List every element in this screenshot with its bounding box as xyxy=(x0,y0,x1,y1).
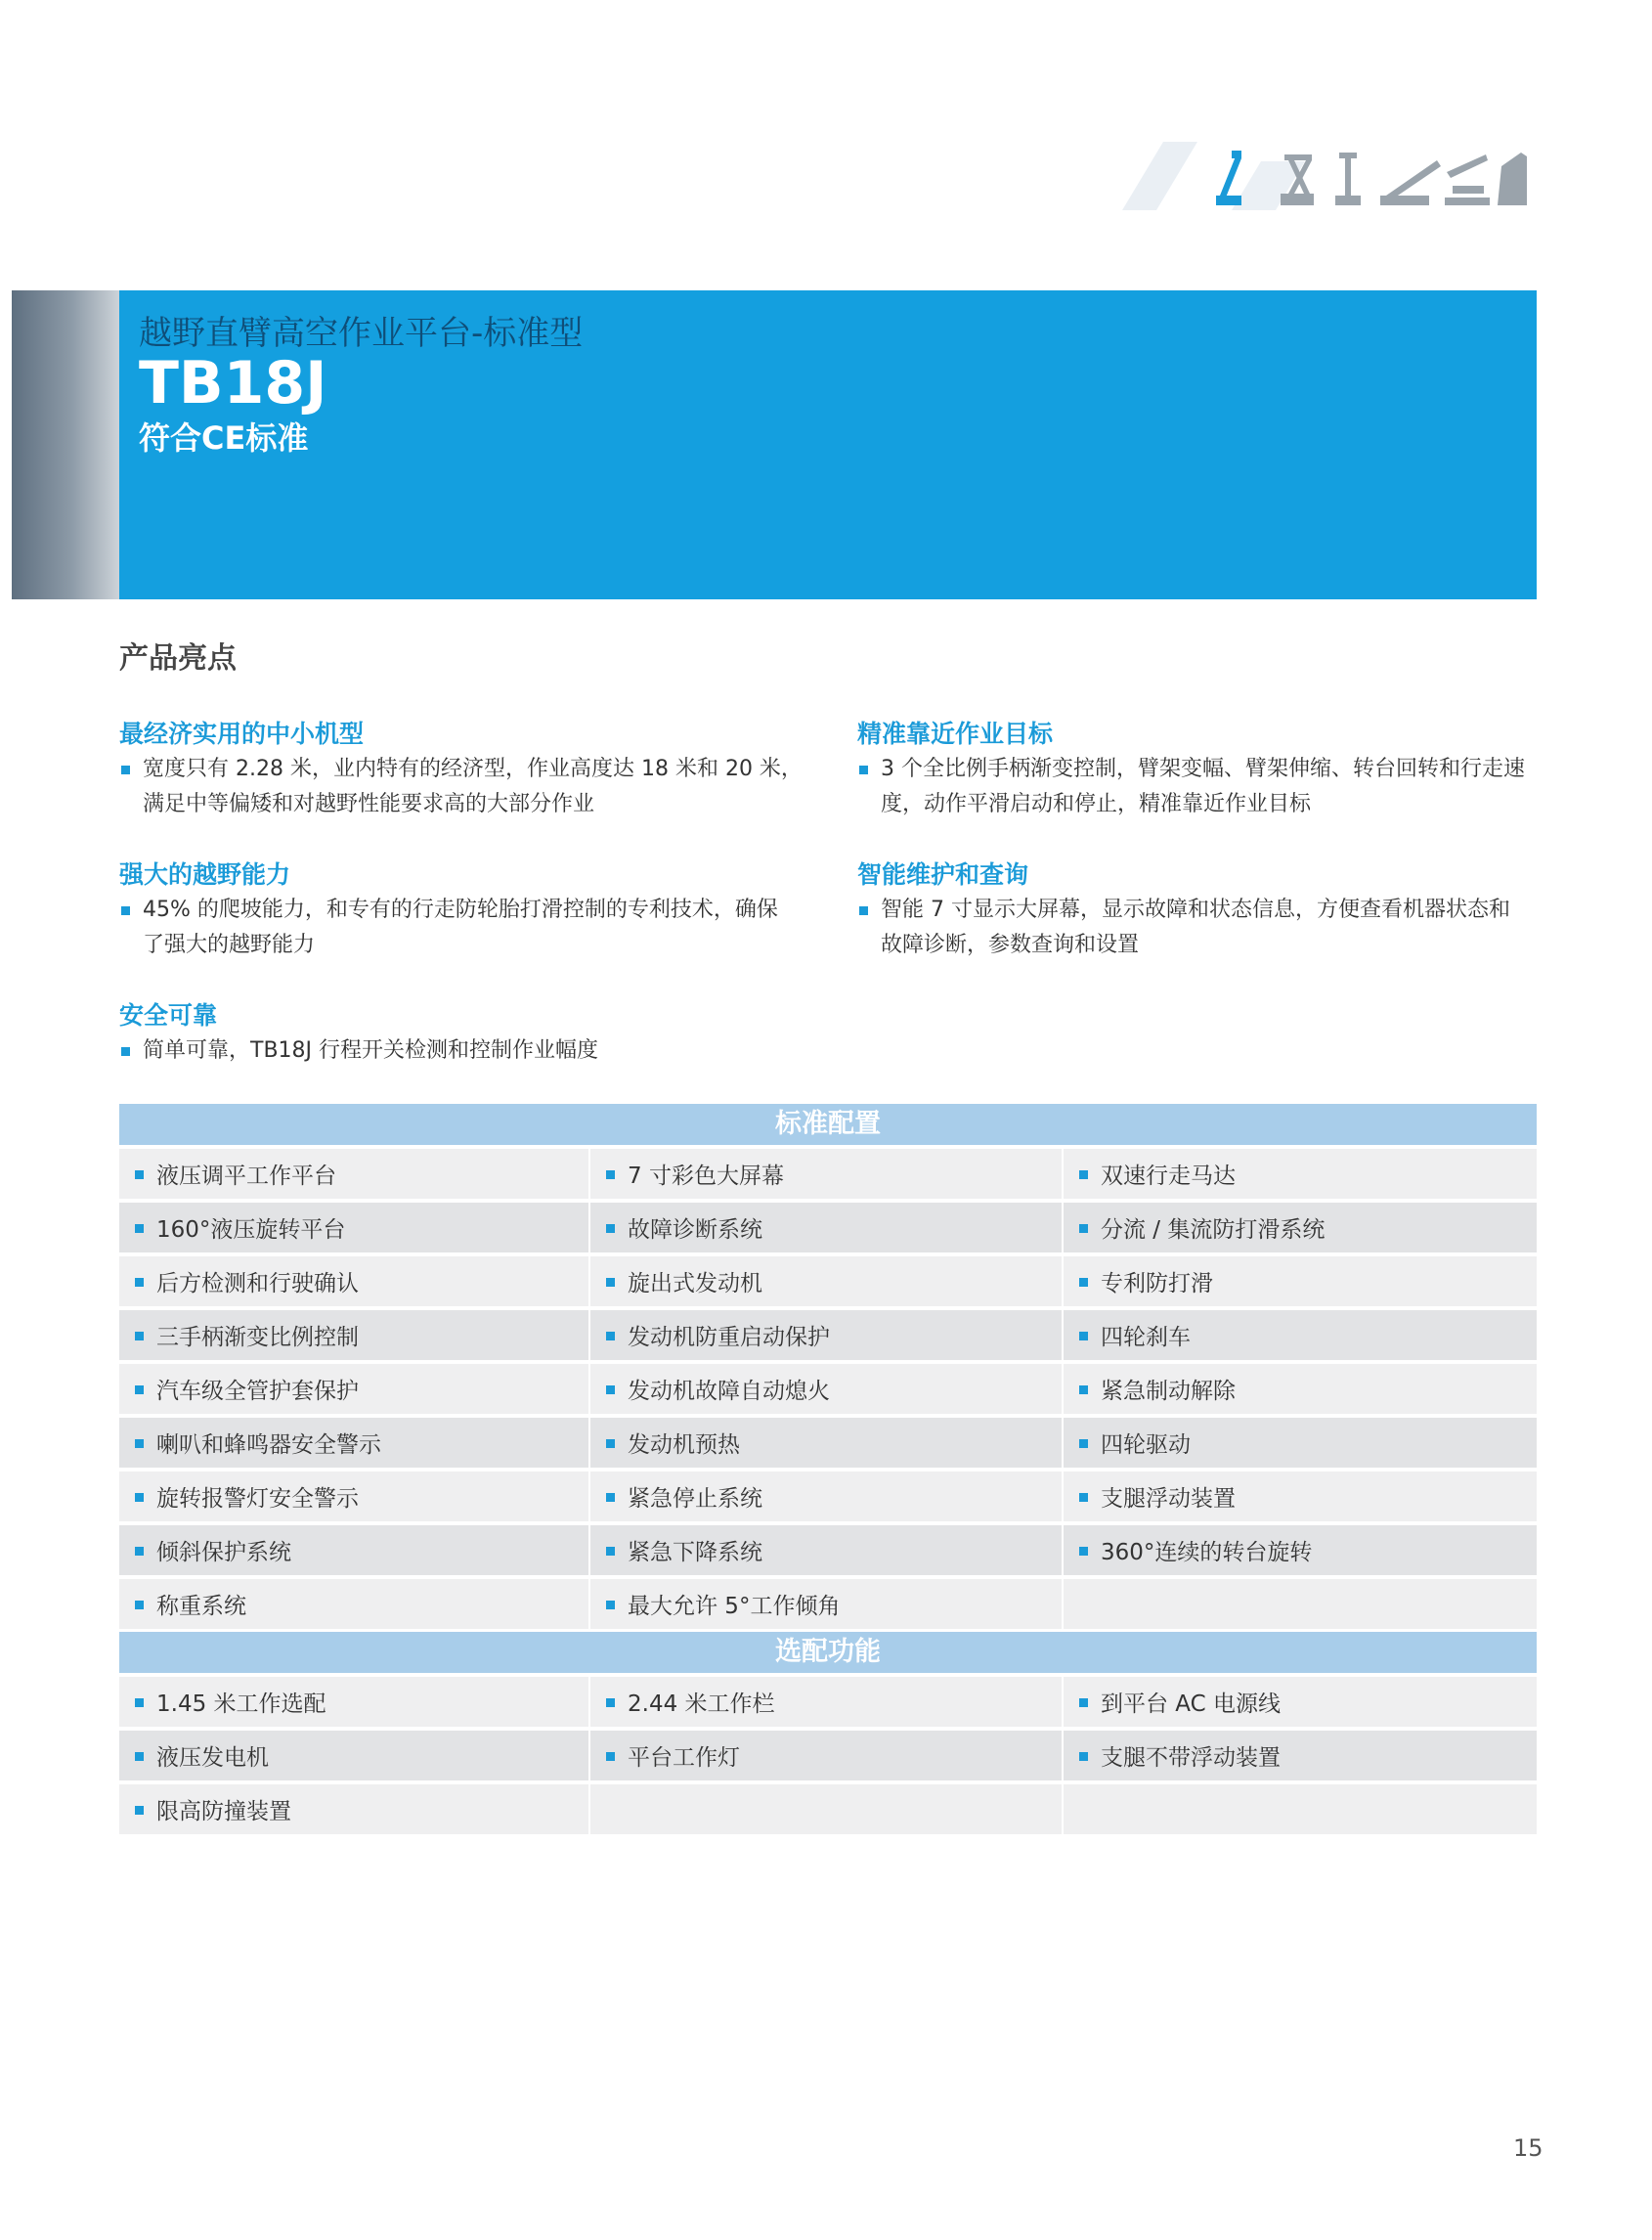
scissor-lift-icon xyxy=(1281,154,1314,205)
boom-lift-icon xyxy=(1216,151,1241,205)
table-cell: 旋转报警灯安全警示 xyxy=(119,1471,588,1521)
table-cell: 平台工作灯 xyxy=(590,1731,1062,1780)
highlight-line: 智能 7 寸显示大屏幕，显示故障和状态信息，方便查看机器状态和 xyxy=(881,898,1510,922)
table-cell: 液压发电机 xyxy=(119,1731,588,1780)
table-cell: 160°液压旋转平台 xyxy=(119,1203,588,1252)
optional-config-table xyxy=(119,1632,1537,1834)
table-cell: 最大允许 5°工作倾角 xyxy=(590,1579,1062,1629)
table-cell: 故障诊断系统 xyxy=(590,1203,1062,1252)
table-cell: 四轮驱动 xyxy=(1064,1418,1537,1468)
table-cell: 发动机故障自动熄火 xyxy=(590,1364,1062,1414)
table-cell: 倾斜保护系统 xyxy=(119,1525,588,1575)
mast-lift-icon xyxy=(1335,153,1361,205)
table-cell: 发动机防重启动保护 xyxy=(590,1310,1062,1360)
table-cell xyxy=(1064,1784,1537,1834)
platform-truck-icon xyxy=(1498,153,1527,205)
highlight-line: 故障诊断，参数查询和设置 xyxy=(881,933,1140,957)
highlight-line: 宽度只有 2.28 米，业内特有的经济型，作业高度达 18 米和 20 米， xyxy=(143,757,803,781)
table-cell: 发动机预热 xyxy=(590,1418,1062,1468)
table-cell: 分流 / 集流防打滑系统 xyxy=(1064,1203,1537,1252)
table-cell: 紧急制动解除 xyxy=(1064,1364,1537,1414)
highlight-item xyxy=(857,857,1542,963)
table-cell: 四轮刹车 xyxy=(1064,1310,1537,1360)
highlight-line: 了强大的越野能力 xyxy=(143,933,316,957)
table-cell xyxy=(1064,1579,1537,1629)
product-standard: 符合CE标准 xyxy=(139,419,309,457)
standard-config-table xyxy=(119,1104,1537,1629)
highlight-title: 安全可靠 xyxy=(119,1001,218,1030)
highlight-item xyxy=(857,717,1542,822)
table-cell: 支腿不带浮动装置 xyxy=(1064,1731,1537,1780)
highlight-text xyxy=(857,752,1542,822)
optional-config-body xyxy=(119,1673,1537,1834)
table-cell: 液压调平工作平台 xyxy=(119,1149,588,1199)
table-cell: 到平台 AC 电源线 xyxy=(1064,1677,1537,1727)
highlight-line: 45% 的爬坡能力，和专有的行走防轮胎打滑控制的专利技术，确保 xyxy=(143,898,778,922)
highlight-line: 满足中等偏矮和对越野性能要求高的大部分作业 xyxy=(143,792,595,816)
highlight-title: 精准靠近作业目标 xyxy=(857,720,1054,748)
optional-config-title: 选配功能 xyxy=(119,1632,1537,1673)
highlight-line: 度，动作平滑启动和停止，精准靠近作业目标 xyxy=(881,792,1312,816)
header-side-gradient xyxy=(12,290,119,599)
page-number: 15 xyxy=(1513,2134,1543,2162)
highlights-title: 产品亮点 xyxy=(119,641,237,676)
table-cell xyxy=(590,1784,1062,1834)
table-cell: 360°连续的转台旋转 xyxy=(1064,1525,1537,1575)
table-cell: 限高防撞装置 xyxy=(119,1784,588,1834)
table-cell: 专利防打滑 xyxy=(1064,1256,1537,1306)
highlight-title: 最经济实用的中小机型 xyxy=(119,720,365,748)
highlight-title: 强大的越野能力 xyxy=(119,860,291,889)
highlight-item xyxy=(119,857,804,963)
product-model: TB18J xyxy=(139,349,327,417)
highlight-line: 3 个全比例手柄渐变控制，臂架变幅、臂架伸缩、转台回转和行走速 xyxy=(881,757,1525,781)
table-cell: 汽车级全管护套保护 xyxy=(119,1364,588,1414)
table-cell: 2.44 米工作栏 xyxy=(590,1677,1062,1727)
standard-config-title: 标准配置 xyxy=(119,1104,1537,1145)
highlight-item xyxy=(119,717,804,822)
table-cell: 三手柄渐变比例控制 xyxy=(119,1310,588,1360)
highlight-text xyxy=(119,893,804,963)
table-cell: 7 寸彩色大屏幕 xyxy=(590,1149,1062,1199)
product-icons xyxy=(1212,147,1535,215)
highlight-text xyxy=(119,1033,804,1069)
truck-boom-icon xyxy=(1380,160,1441,205)
table-cell: 1.45 米工作选配 xyxy=(119,1677,588,1727)
table-cell: 紧急停止系统 xyxy=(590,1471,1062,1521)
highlight-text xyxy=(119,752,804,822)
table-cell: 旋出式发动机 xyxy=(590,1256,1062,1306)
table-cell: 称重系统 xyxy=(119,1579,588,1629)
table-cell: 紧急下降系统 xyxy=(590,1525,1062,1575)
spider-lift-icon xyxy=(1445,154,1490,205)
highlight-title: 智能维护和查询 xyxy=(857,860,1029,889)
table-cell: 双速行走马达 xyxy=(1064,1149,1537,1199)
table-cell: 后方检测和行驶确认 xyxy=(119,1256,588,1306)
highlight-line: 简单可靠，TB18J 行程开关检测和控制作业幅度 xyxy=(143,1038,599,1063)
product-category: 越野直臂高空作业平台-标准型 xyxy=(139,314,584,353)
table-cell: 支腿浮动装置 xyxy=(1064,1471,1537,1521)
highlight-text xyxy=(857,893,1542,963)
standard-config-body xyxy=(119,1145,1537,1629)
header-banner xyxy=(12,290,1537,599)
table-cell: 喇叭和蜂鸣器安全警示 xyxy=(119,1418,588,1468)
highlight-item xyxy=(119,998,804,1069)
